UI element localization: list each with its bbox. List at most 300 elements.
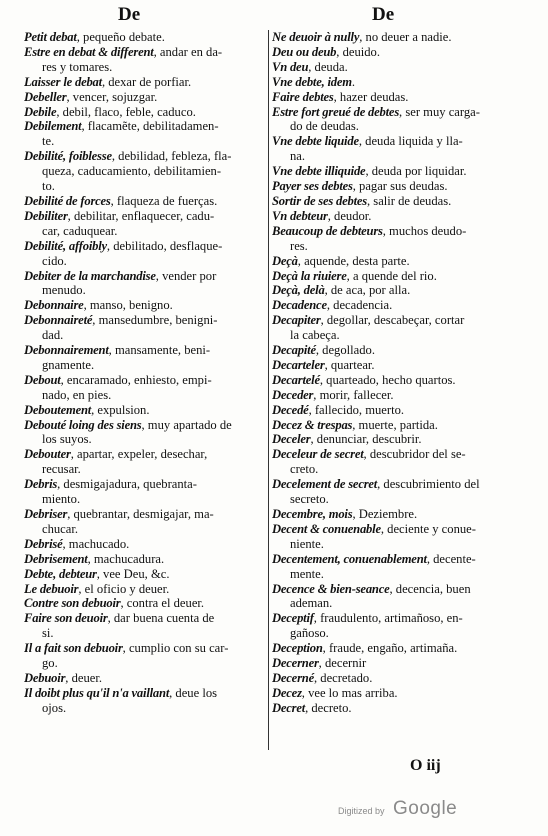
entry-first-line [24,119,254,134]
entry-first-line [272,134,534,149]
spanish-gloss: , decreto. [305,700,352,715]
spanish-gloss: si. [42,626,54,641]
spanish-gloss: , salir de deudas. [367,193,452,208]
spanish-gloss: na. [290,149,306,164]
french-headword: Petit debat [24,30,77,44]
french-headword: Debuoir [24,670,66,685]
dictionary-entry [272,105,534,135]
spanish-gloss: mente. [290,566,324,581]
running-header [0,4,548,26]
french-headword: Decadence [272,298,327,313]
spanish-gloss: , a quende del rio. [346,268,437,283]
french-headword: Decerner [272,656,319,671]
dictionary-entry [272,552,534,582]
entry-first-line [272,507,534,522]
spanish-gloss: , dexar de porfiar. [101,74,192,89]
dictionary-entry [272,60,534,75]
spanish-gloss: do de deudas. [290,119,359,134]
french-headword: Estre en debat & different [24,44,154,59]
entry-first-line [272,403,534,418]
spanish-gloss: , debilitado, desflaque- [106,238,223,253]
spanish-gloss: gnamente. [42,357,95,372]
entry-continuation-line [24,492,254,507]
dictionary-entry [24,313,254,343]
entry-continuation-line [24,60,254,75]
spanish-gloss: , decencia, buen [389,581,471,596]
entry-continuation-line [24,388,254,403]
dictionary-entry [24,239,254,269]
entry-first-line [24,641,254,656]
french-headword: Debile [24,104,57,119]
entry-first-line [24,671,254,686]
entry-first-line [24,403,254,418]
entry-first-line [24,90,254,105]
entry-first-line [272,179,534,194]
entry-first-line [272,105,534,120]
french-headword: Deçà [272,253,298,268]
dictionary-entry [24,552,254,567]
entry-continuation-line [24,522,254,537]
dictionary-entry [272,209,534,224]
dictionary-entry [272,90,534,105]
entry-first-line [24,269,254,284]
entry-continuation-line [24,358,254,373]
entry-first-line [24,373,254,388]
dictionary-entry [272,522,534,552]
spanish-gloss: , decernir [318,656,367,671]
entry-continuation-line [24,164,254,179]
google-watermark [338,798,457,820]
entry-first-line [24,343,254,358]
french-headword: Deceler [272,432,311,447]
entry-first-line [24,596,254,611]
dictionary-entry [272,358,534,373]
french-headword: Debiliter [24,208,68,223]
spanish-gloss: , fallecido, muerto. [308,402,405,417]
french-headword: Decret [272,700,306,715]
french-headword: Debilité, foiblesse [24,149,112,164]
french-headword: Vne debte illiquide [272,164,366,179]
spanish-gloss: , flacamẽte, debilitadamen- [81,119,219,134]
entry-first-line [24,686,254,701]
entry-continuation-line [272,492,534,507]
dictionary-entry [24,269,254,299]
french-headword: Debouter [24,447,71,462]
entry-continuation-line [272,567,534,582]
french-headword: Payer ses debtes [272,179,353,194]
spanish-gloss: , denunciar, descubrir. [310,432,422,447]
entry-first-line [272,45,534,60]
spanish-gloss: , deudor. [327,208,372,223]
spanish-gloss: , manso, benigno. [83,298,173,313]
entry-first-line [24,418,254,433]
entry-continuation-line [24,224,254,239]
spanish-gloss: , dar buena cuenta de [107,611,215,626]
spanish-gloss: res y tomares. [42,59,113,74]
dictionary-entry [24,343,254,373]
dictionary-entry [272,656,534,671]
spanish-gloss: , debil, flaco, feble, caduco. [56,104,196,119]
entry-continuation-line [272,119,534,134]
dictionary-entry [272,373,534,388]
french-headword: Il doibt plus qu'il n'a vaillant [24,685,170,700]
french-headword: Deçà, delà [272,283,325,298]
french-headword: Deu ou deub [272,44,337,59]
entry-first-line [24,239,254,254]
french-headword: Faire son deuoir [24,611,108,626]
entry-first-line [272,224,534,239]
french-headword: Decerné [272,670,314,685]
spanish-gloss: te. [42,134,55,149]
spanish-gloss: , descubridor del se- [363,447,466,462]
spanish-gloss: , desmigajadura, quebranta- [57,477,197,492]
french-headword: Deception [272,641,323,656]
french-headword: Sortir de ses debtes [272,193,367,208]
dictionary-entry [24,418,254,448]
spanish-gloss: la cabeça. [290,328,340,343]
dictionary-entry [272,254,534,269]
french-headword: Contre son debuoir [24,596,121,611]
spanish-gloss: to. [42,179,55,194]
spanish-gloss: , expulsion. [91,402,150,417]
spanish-gloss: , vee lo mas arriba. [301,685,398,700]
french-headword: Deçà la riuiere [272,268,347,283]
entry-first-line [272,75,534,90]
dictionary-entry [272,75,534,90]
entry-first-line [24,75,254,90]
spanish-gloss: , debilidad, febleza, fla- [111,149,232,164]
dictionary-entry [272,432,534,447]
dictionary-entry [272,507,534,522]
french-headword: Decembre, mois [272,507,353,521]
dictionary-entry [24,582,254,597]
entry-first-line [24,447,254,462]
dictionary-entry [272,269,534,284]
entry-first-line [272,522,534,537]
spanish-gloss: recusar. [42,462,81,477]
entry-first-line [272,90,534,105]
entry-first-line [272,656,534,671]
entry-first-line [24,30,254,45]
entry-continuation-line [24,283,254,298]
entry-continuation-line [272,596,534,611]
dictionary-entry [272,343,534,358]
spanish-gloss: , decadencia. [326,298,393,313]
french-headword: Vn deu [272,59,309,74]
entry-first-line [272,552,534,567]
dictionary-entry [24,537,254,552]
spanish-gloss: , encaramado, enhiesto, empi- [60,372,212,387]
spanish-gloss: , hazer deudas. [333,89,409,104]
entry-continuation-line [272,239,534,254]
spanish-gloss: , vencer, sojuzgar. [66,89,158,104]
entry-first-line [272,194,534,209]
dictionary-entry [272,224,534,254]
spanish-gloss: , deuda por liquidar. [365,164,467,179]
spanish-gloss: , muerte, partida. [352,417,438,432]
dictionary-entry [272,45,534,60]
dictionary-entry [24,373,254,403]
french-headword: Debouté loing des siens [24,417,142,432]
french-headword: Debrisé [24,536,63,551]
dictionary-entry [24,90,254,105]
dictionary-entry [272,477,534,507]
watermark-small: Digitized by [338,806,385,816]
entry-continuation-line [272,462,534,477]
dictionary-entry [24,477,254,507]
french-headword: Decez & trespas [272,417,353,432]
entry-continuation-line [24,462,254,477]
spanish-gloss: , decente- [426,551,476,566]
spanish-gloss: ademan. [290,596,333,611]
spanish-gloss: , Deziembre. [352,507,418,521]
right-column [268,30,534,750]
spanish-gloss: , muchos deudo- [382,223,467,238]
dictionary-entry [272,403,534,418]
dictionary-entry [272,671,534,686]
signature-mark: O iij [410,757,441,774]
spanish-gloss: , degollado. [315,343,375,358]
spanish-gloss: , morir, fallecer. [313,387,394,402]
entry-first-line [272,671,534,686]
entry-first-line [272,313,534,328]
entry-first-line [24,149,254,164]
entry-first-line [272,432,534,447]
entry-first-line [24,552,254,567]
french-headword: Debilité de forces [24,193,111,208]
entry-first-line [272,254,534,269]
french-headword: Decapiter [272,313,321,328]
entry-first-line [272,686,534,701]
dictionary-entry [272,388,534,403]
spanish-gloss: , aquende, desta parte. [297,253,410,268]
french-headword: Debrisement [24,551,88,566]
spanish-gloss: , deciente y conue- [380,521,476,536]
spanish-gloss: , decretado. [313,670,373,685]
spanish-gloss: , degollar, descabeçar, cortar [320,313,465,328]
spanish-gloss: queza, caducamiento, debilitamien- [42,164,222,179]
dictionary-entry [272,179,534,194]
spanish-gloss: , deuer. [65,670,103,685]
french-headword: Debilement [24,119,82,134]
entry-first-line [272,477,534,492]
spanish-gloss: ojos. [42,700,67,715]
entry-first-line [272,447,534,462]
dictionary-entry [24,209,254,239]
spanish-gloss: , mansedumbre, benigni- [92,313,218,328]
spanish-gloss: menudo. [42,283,86,298]
watermark-logo: Google [392,798,458,819]
dictionary-entry [272,611,534,641]
entry-first-line [24,537,254,552]
spanish-gloss: , machucadura. [87,551,165,566]
french-headword: Laisser le debat [24,74,102,89]
spanish-gloss: , apartar, expeler, desechar, [70,447,208,462]
french-headword: Beaucoup de debteurs [272,223,383,238]
french-headword: Decentement, conuenablement [272,551,427,566]
entry-first-line [272,388,534,403]
spanish-gloss: , ser muy carga- [399,104,480,119]
entry-first-line [272,298,534,313]
dictionary-entry [272,134,534,164]
french-headword: Decarteler [272,357,325,372]
dictionary-entry [24,686,254,716]
entry-first-line [272,343,534,358]
dictionary-entry [24,298,254,313]
dictionary-entry [24,671,254,686]
french-headword: Debout [24,372,61,387]
french-headword: Decartelé [272,372,320,387]
entry-first-line [272,209,534,224]
dictionary-entry [272,686,534,701]
spanish-gloss: , deuda. [308,59,348,74]
spanish-gloss: chucar. [42,521,79,536]
dictionary-entry [24,149,254,194]
entry-continuation-line [272,537,534,552]
french-headword: Debte, debteur [24,566,97,581]
entry-first-line [24,298,254,313]
spanish-gloss: car, caduquear. [42,223,118,238]
french-headword: Decelement de secret [272,477,378,492]
spanish-gloss: , pagar sus deudas. [352,179,448,194]
spanish-gloss: , fraude, engaño, artimaña. [322,641,458,656]
french-headword: Debeller [24,89,67,104]
spanish-gloss: , de aca, por alla. [324,283,411,298]
dictionary-entry [24,119,254,149]
spanish-gloss: , descubrimiento del [377,477,480,492]
spanish-gloss: , debilitar, enflaquecer, cadu- [67,208,215,223]
spanish-gloss: , muy apartado de [141,417,232,432]
entry-first-line [24,507,254,522]
spanish-gloss: , contra el deuer. [120,596,205,611]
entry-continuation-line [272,328,534,343]
entry-continuation-line [24,134,254,149]
entry-first-line [272,701,534,716]
spanish-gloss: dad. [42,328,64,343]
french-headword: Decapité [272,343,316,358]
dictionary-entry [24,105,254,120]
spanish-gloss: , quebrantar, desmigajar, ma- [67,507,214,521]
spanish-gloss: , cumplio con su car- [122,641,229,656]
entry-first-line [24,477,254,492]
entry-first-line [272,60,534,75]
french-headword: Vn debteur [272,208,328,223]
french-headword: Deboutement [24,402,92,417]
spanish-gloss: res. [290,238,308,253]
entry-first-line [24,313,254,328]
spanish-gloss: , deue los [169,685,218,700]
entry-first-line [24,582,254,597]
entry-first-line [272,30,534,45]
french-headword: Decedé [272,402,309,417]
spanish-gloss: cido. [42,253,67,268]
spanish-gloss: creto. [290,462,319,477]
entry-first-line [272,373,534,388]
entry-first-line [24,209,254,224]
spanish-gloss: miento. [42,492,81,507]
french-headword: Vne debte, idem [272,74,352,89]
spanish-gloss: , deuda liquida y lla- [358,134,463,149]
dictionary-entry [24,447,254,477]
entry-first-line [272,582,534,597]
dictionary-entry [272,164,534,179]
french-headword: Il a fait son debuoir [24,641,123,656]
entry-first-line [24,105,254,120]
dictionary-entry [24,596,254,611]
spanish-gloss: niente. [290,536,324,551]
entry-first-line [272,641,534,656]
spanish-gloss: los suyos. [42,432,92,447]
french-headword: Debonnairement [24,343,109,358]
entry-first-line [272,418,534,433]
french-headword: Vne debte liquide [272,134,359,149]
spanish-gloss: , el oficio y deuer. [78,581,170,596]
entry-first-line [24,567,254,582]
french-headword: Deceleur de secret [272,447,364,462]
french-headword: Debonnaireté [24,313,93,328]
entry-first-line [272,611,534,626]
entry-continuation-line [24,254,254,269]
entry-first-line [272,164,534,179]
french-headword: Decence & bien-seance [272,581,390,596]
french-headword: Debonnaire [24,298,84,313]
french-headword: Decent & conuenable [272,521,381,536]
french-headword: Ne deuoir à nully [272,30,360,44]
dictionary-entry [272,418,534,433]
spanish-gloss: , mansamente, beni- [108,343,211,358]
spanish-gloss: , flaqueza de fuerças. [110,193,218,208]
french-headword: Debilité, affoibly [24,238,107,253]
french-headword: Debiter de la marchandise [24,268,156,283]
dictionary-entry [272,30,534,45]
entry-continuation-line [24,179,254,194]
entry-continuation-line [24,432,254,447]
entry-first-line [24,611,254,626]
dictionary-entry [24,403,254,418]
dictionary-entry [24,75,254,90]
french-headword: Faire debtes [272,89,334,104]
french-headword: Deceder [272,387,314,402]
header-right: De [372,4,395,25]
french-headword: Deceptif [272,611,314,626]
dictionary-entry [272,313,534,343]
dictionary-entry [24,45,254,75]
french-headword: Debriser [24,507,68,521]
dictionary-entry [272,701,534,716]
dictionary-entry [272,298,534,313]
spanish-gloss: , vee Deu, &c. [96,566,170,581]
spanish-gloss: . [351,74,356,89]
dictionary-entry [24,567,254,582]
entry-first-line [24,194,254,209]
left-column [24,30,254,716]
entry-continuation-line [272,149,534,164]
french-headword: Estre fort greué de debtes [272,104,400,119]
dictionary-entry [272,194,534,209]
dictionary-entry [24,507,254,537]
dictionary-entry [272,641,534,656]
spanish-gloss: go. [42,656,58,671]
spanish-gloss: , vender por [155,268,217,283]
spanish-gloss: , pequeño debate. [76,30,165,44]
dictionary-entry [272,447,534,477]
entry-continuation-line [24,656,254,671]
dictionary-entry [24,641,254,671]
entry-continuation-line [24,626,254,641]
entry-first-line [272,358,534,373]
dictionary-entry [24,194,254,209]
spanish-gloss: , andar en da- [153,44,223,59]
